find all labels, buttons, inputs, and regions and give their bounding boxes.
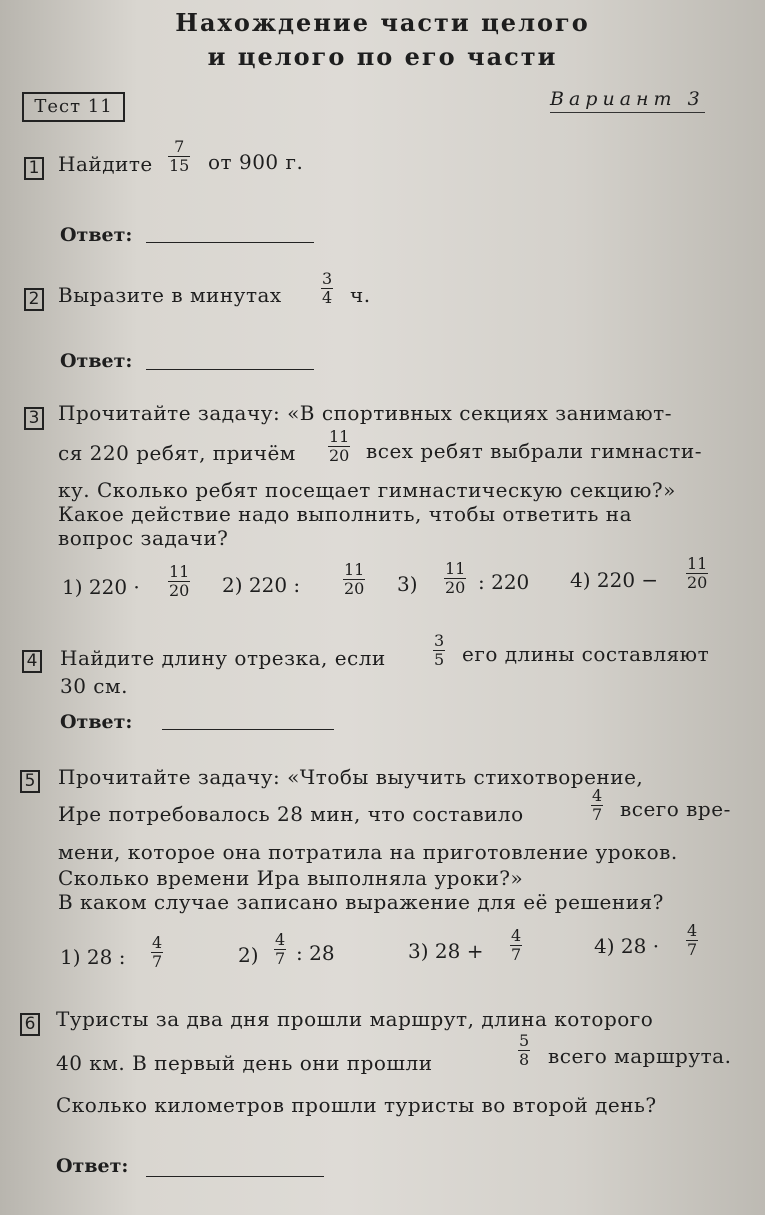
task-2-number: 2 xyxy=(24,288,44,311)
task-5-line-2b: всего вре- xyxy=(620,797,731,821)
option-label: 2) 220 : xyxy=(222,573,301,597)
fraction-numerator: 11 xyxy=(687,554,708,573)
fraction-denominator: 20 xyxy=(687,573,708,592)
task-5-option-1-fraction xyxy=(151,934,163,971)
fraction-numerator: 4 xyxy=(275,930,286,949)
task-6-line-2a: 40 км. В первый день они прошли xyxy=(56,1051,433,1075)
task-1-number: 1 xyxy=(24,157,44,180)
task-5-option-3-fraction xyxy=(510,927,522,964)
fraction-denominator: 7 xyxy=(687,940,698,959)
task-1-answer-field[interactable] xyxy=(146,242,314,243)
task-4-answer-field[interactable] xyxy=(162,729,334,730)
task-4-number: 4 xyxy=(22,650,42,673)
task-5-option-3[interactable] xyxy=(408,939,483,963)
task-4-text-c: 30 см. xyxy=(60,674,128,698)
task-6-line-1: Туристы за два дня прошли маршрут, длина которого xyxy=(56,1007,654,1031)
fraction-denominator: 20 xyxy=(169,581,190,600)
fraction-denominator: 15 xyxy=(169,156,190,175)
fraction-denominator: 7 xyxy=(511,945,522,964)
task-5-number: 5 xyxy=(20,770,40,793)
task-3-line-4: Какое действие надо выполнить, чтобы ответить на xyxy=(58,502,633,526)
option-label: 4) 220 − xyxy=(570,568,659,592)
fraction-denominator: 20 xyxy=(329,446,350,465)
task-1-text-a: Найдите xyxy=(58,152,153,176)
fraction-denominator: 8 xyxy=(519,1050,530,1069)
task-1-answer-label: Ответ: xyxy=(60,224,133,246)
task-3-option-4-fraction xyxy=(686,555,708,592)
task-3-option-2-fraction xyxy=(343,561,365,598)
fraction-numerator: 4 xyxy=(592,786,603,805)
task-5-line-3: мени, которое она потратила на приготовление уроков. xyxy=(58,840,678,864)
task-3-fraction xyxy=(328,428,350,465)
title-line-1: Нахождение части целого xyxy=(175,8,590,37)
fraction-denominator: 20 xyxy=(344,579,365,598)
fraction-denominator: 7 xyxy=(152,952,163,971)
task-1-fraction xyxy=(168,138,190,175)
task-6-answer-label: Ответ: xyxy=(56,1155,129,1177)
task-3-option-4[interactable] xyxy=(570,568,658,592)
task-3-line-5: вопрос задачи? xyxy=(58,526,229,550)
option-label: 2) xyxy=(238,943,259,967)
fraction-denominator: 4 xyxy=(322,288,333,307)
task-5-option-1[interactable] xyxy=(60,945,125,969)
task-4-answer-label: Ответ: xyxy=(60,711,133,733)
task-3-option-2[interactable] xyxy=(222,573,300,597)
task-5-option-2-fraction xyxy=(274,931,286,968)
fraction-numerator: 4 xyxy=(687,921,698,940)
option-label: 3) xyxy=(397,572,418,596)
fraction-numerator: 11 xyxy=(329,427,350,446)
task-6-fraction xyxy=(518,1032,530,1069)
task-5-line-4: Сколько времени Ира выполняла уроки?» xyxy=(58,866,524,890)
fraction-numerator: 3 xyxy=(322,269,333,288)
task-6-line-2b: всего маршрута. xyxy=(548,1044,732,1068)
task-5-option-2[interactable] xyxy=(238,943,259,967)
fraction-denominator: 5 xyxy=(434,650,445,669)
variant-label: Вариант 3 xyxy=(550,88,705,113)
option-label: 1) 220 · xyxy=(62,575,140,599)
task-4-fraction xyxy=(433,632,445,669)
test-label: Тест 11 xyxy=(22,92,125,122)
task-2-answer-field[interactable] xyxy=(146,369,314,370)
task-3-option-1-fraction xyxy=(168,563,190,600)
task-3-option-1[interactable] xyxy=(62,575,140,599)
task-6-number: 6 xyxy=(20,1013,40,1036)
task-3-option-3[interactable] xyxy=(397,572,418,596)
task-5-fraction xyxy=(591,787,603,824)
option-label: 4) 28 · xyxy=(594,934,660,958)
fraction-denominator: 7 xyxy=(592,805,603,824)
task-5-option-2-suffix: : 28 xyxy=(296,941,335,965)
fraction-numerator: 4 xyxy=(152,933,163,952)
task-3-option-3-suffix: : 220 xyxy=(478,570,530,594)
title-line-2: и целого по его части xyxy=(207,42,558,71)
fraction-numerator: 3 xyxy=(434,631,445,650)
task-4-text-b: его длины составляют xyxy=(462,642,710,666)
fraction-denominator: 7 xyxy=(275,949,286,968)
fraction-numerator: 11 xyxy=(169,562,190,581)
fraction-numerator: 5 xyxy=(519,1031,530,1050)
page-title xyxy=(0,6,765,74)
task-3-option-3-fraction xyxy=(444,560,466,597)
task-3-line-3: ку. Сколько ребят посещает гимнастическую секцию?» xyxy=(58,478,676,502)
task-2-text-a: Выразите в минутах xyxy=(58,283,282,307)
task-3-line-1: Прочитайте задачу: «В спортивных секциях занимают- xyxy=(58,401,672,425)
fraction-numerator: 4 xyxy=(511,926,522,945)
task-5-line-2a: Ире потребовалось 28 мин, что составило xyxy=(58,802,524,826)
task-5-line-5: В каком случае записано выражение для её решения? xyxy=(58,890,664,914)
task-5-option-4-fraction xyxy=(686,922,698,959)
task-5-line-1: Прочитайте задачу: «Чтобы выучить стихотворение, xyxy=(58,765,644,789)
task-4-text-a: Найдите длину отрезка, если xyxy=(60,646,386,670)
task-6-line-3: Сколько километров прошли туристы во второй день? xyxy=(56,1093,657,1117)
task-5-option-4[interactable] xyxy=(594,934,659,958)
fraction-denominator: 20 xyxy=(445,578,466,597)
option-label: 3) 28 + xyxy=(408,939,484,963)
option-label: 1) 28 : xyxy=(60,945,126,969)
fraction-numerator: 11 xyxy=(344,560,365,579)
task-6-answer-field[interactable] xyxy=(146,1176,324,1177)
task-2-answer-label: Ответ: xyxy=(60,350,133,372)
task-3-line-2a: ся 220 ребят, причём xyxy=(58,441,296,465)
fraction-numerator: 11 xyxy=(445,559,466,578)
task-1-text-b: от 900 г. xyxy=(208,150,304,174)
task-2-fraction xyxy=(321,270,333,307)
task-3-line-2b: всех ребят выбрали гимнасти- xyxy=(366,439,702,463)
task-3-number: 3 xyxy=(24,407,44,430)
fraction-numerator: 7 xyxy=(174,137,185,156)
task-2-text-b: ч. xyxy=(350,283,371,307)
